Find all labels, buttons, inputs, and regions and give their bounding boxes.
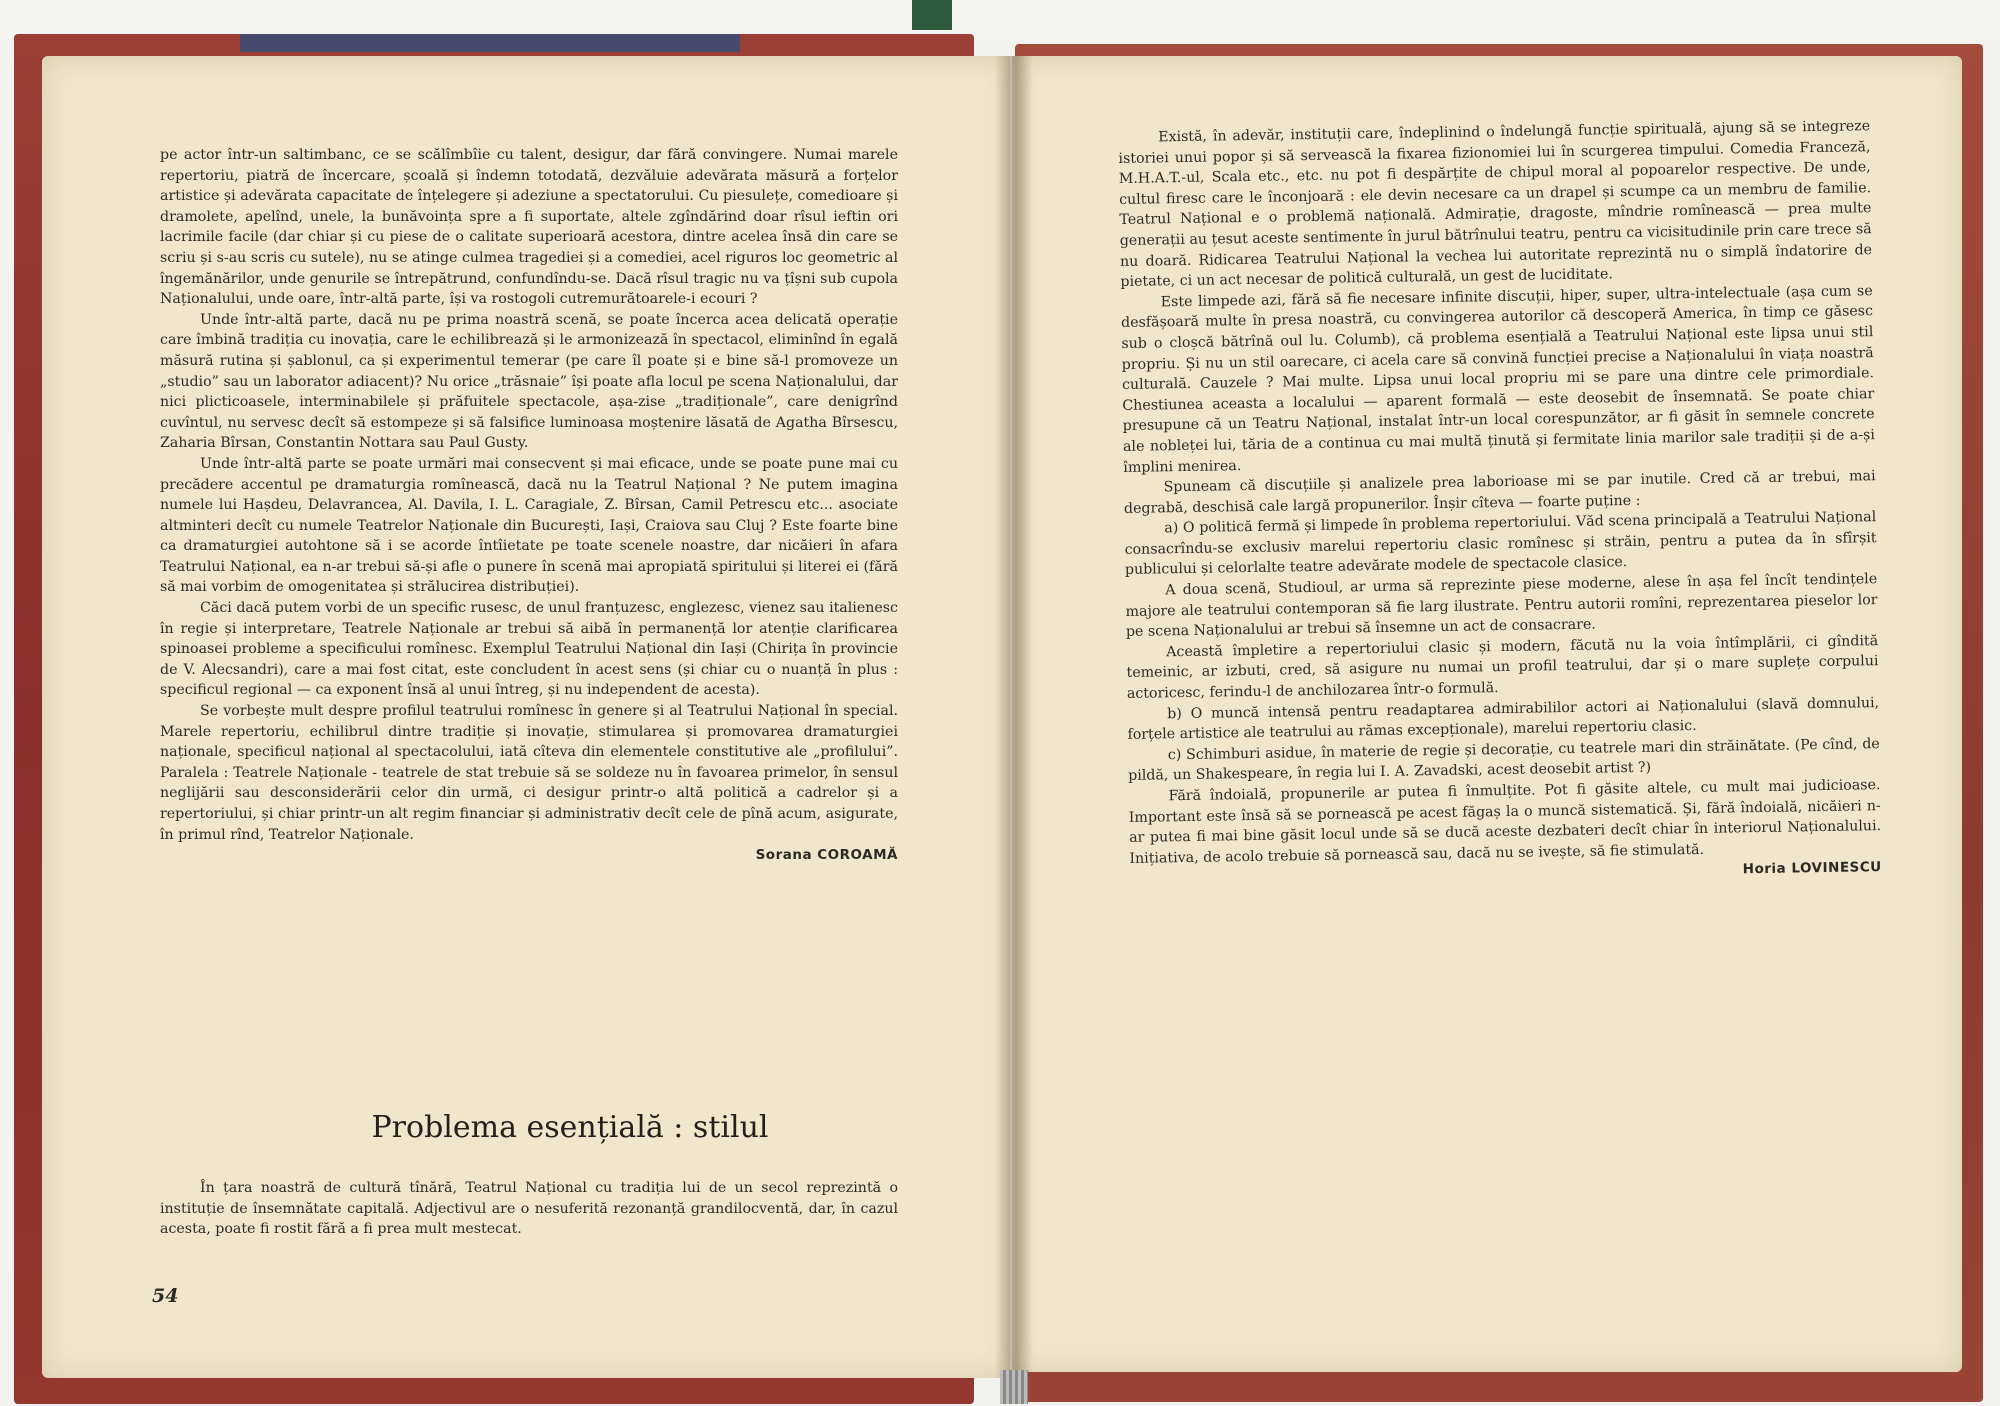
book-gutter: [995, 56, 1033, 1378]
right-page-text: [1118, 116, 1882, 890]
list-item: b) O muncă intensă pentru readaptarea admirabililor actori ai Naționalului (slavă domnului, forțele artistice ale teatrului au rămas excepționale), marelui repertoriu clasic.: [1127, 694, 1880, 744]
list-item: c) Schimburi asidue, în materie de regie și decorație, cu teatrele mari din străinătate. (Pe cînd, de pildă, un Shakespeare, în regia lui I. A. Zavadski, acest deosebit artist ?): [1128, 735, 1880, 785]
paragraph: Unde într-altă parte se poate urmări mai consecvent și mai eficace, unde se poate pune mai cu precădere accentul pe dramaturgia romînească, dacă nu la Teatrul Național ? Ne putem imagina numele lui Hașdeu, Delavrancea, Al. Davila, I. L. Caragiale, Z. Bîrsan, Camil Petrescu etc... asociate altminteri decît cu numele Teatrelor Naționale din București, Iași, Craiova sau Cluj ? Este foarte bine ca dramaturgiei autohtone să i se acorde întîietate pe toate scenele noastre, dar nicăieri în afara Teatrului Național, ea n-ar trebui să-și afle o punere în scenă mai apropiată spiritului și literei ei (fără să mai vorbim de omogenitatea și strălucirea distribuției).: [160, 455, 898, 596]
article-intro: [160, 1178, 898, 1240]
paragraph: În țara noastră de cultură tînără, Teatrul Național cu tradiția lui de un secol reprezintă o instituție de însemnătate capitală. Adjectivul are o nesuferită rezonanță grandilocventă, dar, în cazul acesta, poate fi rostit fără a fi prea mult mestecat.: [160, 1180, 898, 1238]
paragraph: Se vorbește mult despre profilul teatrului romînesc în genere și al Teatrului Național în special. Marele repertoriu, echilibrul dintre tradiție și inovație, stimularea și promovarea dramaturgiei naționale, specificul național al spectacolului, iată cîteva din elementele constitutive ale „profilului”. Paralela : Teatrele Naționale - teatrele de stat trebuie să se soldeze nu în favoarea primelor, în sensul neglijării sau desconsiderării celor din urmă, ci desigur printr-o altă politică a cadrelor și a repertoriului, și chiar printr-un alt regim financiar și administrativ decît cele de pînă acum, asigurate, în primul rînd, Teatrelor Naționale.: [160, 703, 898, 843]
page-number: 54: [152, 1285, 179, 1307]
paragraph: Este limpede azi, fără să fie necesare infinite discuții, hiper, super, ultra-intelectuale (așa cum se desfășoară multe în presa noastră, cu convingerea autorilor că descoperă America, în timp ce găsesc sub o cloșcă bătrînă oul lu. Columb), că problema esențială a Teatrului Național este lipsa unui stil propriu. Și nu un stil oarecare, ci acela care să convină funcției precise a Naționalului în viața noastră culturală. Cauzele ? Mai multe. Lipsa unui local propriu mi se pare una dintre cele primordiale. Chestiunea aceasta a localului — aparent formală — este deosebit de însemnată. Se poate chiar presupune că un Teatru Național, instalat într-un local corespunzător, ar fi găsit în semnele concrete ale nobleței lui, tăria de a continua cu mai multă ținută și fermitate linia marilor sale tradiții și de a-și împlini menirea.: [1120, 282, 1876, 476]
paragraph: Există, în adevăr, instituții care, îndeplinind o îndelungă funcție spirituală, ajung să se integreze istoriei unui popor și să servească la fixarea fizionomiei lui în scurgerea timpului. Comedia Franceză, M.H.A.T.-ul, Scala etc., etc. nu pot fi despărțite de chipul moral al popoarelor respective. De unde, cultul firesc care le înconjoară : ele devin necesare ca un drapel și scumpe ca un membru de familie. Teatrul Național e o problemă națională. Admirație, dragoste, mîndrie romînească — prea multe generații au țesut aceste sentimente în jurul bătrînului teatru, pentru ca vicisitudinile prin care trece să nu doară. Ridicarea Teatrului Național la vechea lui autoritate reprezintă nu o simplă îndatorire de pietate, ci un act necesar de politică culturală, un gest de luciditate.: [1118, 118, 1873, 291]
adjacent-book-edge: [912, 0, 952, 30]
paragraph: pe actor într-un saltimbanc, ce se scălîmbîie cu talent, desigur, dar fără convingere. Numai marele repertoriu, piatră de încercare, școală și îndemn totodată, dezvăluie adevărata măsură a forțelor artistice și adevărata capacitate de înțelegere și adeziune a spectatorului. Cu piesulețe, comedioare și dramolete, apelînd, unele, la bunăvoința spre a fi suportate, altele zgîndărind doar rîsul ieftin ori lacrimile facile (dar chiar și cu piese de o calitate superioară acestora, dintre acelea însă din care se scriu și s-au scris cu sutele), nu se atinge culmea tragediei și a comediei, acel riguros loc geometric al îngemănărilor, unde genurile se întrepătrund, confundîndu-se. Dacă rîsul tragic nu va țîșni sub cupola Naționalului, unde oare, într-altă parte, își va rostogoli cutremurătoarele-i ecouri ?: [160, 147, 898, 308]
cover-edge-stripe: [240, 34, 740, 52]
left-page-text: [160, 145, 898, 866]
paragraph: Unde într-altă parte, dacă nu pe prima noastră scenă, se poate încerca acea delicată operație care îmbină tradiția cu inovația, care le echilibrează și le armonizează în spectacol, eliminînd în egală măsură rutina și șablonul, ca și experimentul temerar (pe care îl poate și e bine să-l promoveze un „studio” sau un laborator adiacent)? Nu orice „trăsnaie” își poate afla locul pe scena Naționalului, dar nici plicticoasele, interminabilele și prăfuitele spectacole, așa-zise „tradiționale”, care denigrînd cuvîntul, nu servesc decît să estompeze și să falsifice luminoasa moștenire lăsată de Agatha Bîrsescu, Zaharia Bîrsan, Constantin Nottara sau Paul Gusty.: [160, 311, 898, 452]
author-signature: Horia LOVINESCU: [1742, 859, 1882, 878]
paragraph: Această împletire a repertoriului clasic și modern, făcută nu la voia întîmplării, ci gîndită temeinic, ar izbuti, cred, să asigure nu numai un profil teatrului, dar și o mare suplețe corpului actoricesc, ferindu-l de anchilozarea într-o formulă.: [1126, 632, 1879, 702]
paragraph: Căci dacă putem vorbi de un specific rusesc, de unul franțuzesc, englezesc, vienez sau italienesc în regie și interpretare, Teatrele Naționale ar trebui să aibă în permanență lor atenție clarificarea spinoasei probleme a specificului romînesc. Exemplul Teatrului Național din Iași (Chirița în provincie de V. Alecsandri), care a mai fost citat, este concludent în acest sens (și chiar cu o nuanță în plus : specificul regional — ca exponent însă al unui întreg, și nu independent de acesta).: [160, 600, 898, 699]
paragraph: Spuneam că discuțiile și analizele prea laborioase mi se par inutile. Cred că ar trebui, mai degrabă, deschisă cale largă propunerilor. Înșir cîteva — foarte puține :: [1123, 468, 1876, 517]
list-item: a) O politică fermă și limpede în problema repertoriului. Văd scena principală a Teatrului Național consacrîndu-se exclusiv marelui repertoriu clasic romînesc și străin, pentru a putea da în sfîrșit publicului și celorlalte teatre adevărate modele de spectacole clasice.: [1124, 509, 1877, 579]
paragraph: Fără îndoială, propunerile ar putea fi înmulțite. Pot fi găsite altele, cu mult mai judicioase. Important este însă să se pornească pe acest făgaș la o muncă sistematică. Și, fără îndoială, nicăieri n-ar putea fi mai bine găsit locul unde să se ducă aceste dezbateri decît chiar în interiorul Naționalului. Inițiativa, de acolo trebuie să pornească sau, dacă nu se ivește, să fie stimulată.: [1128, 777, 1882, 867]
paragraph: A doua scenă, Studioul, ar urma să reprezinte piese moderne, alese în așa fel încît tendințele majore ale teatrului contemporan să fie larg ilustrate. Pentru autorii romîni, reprezentarea pieselor lor pe scena Naționalului ar trebui să însemne un act de consacrare.: [1125, 571, 1878, 641]
author-signature: Sorana COROAMĂ: [755, 847, 898, 864]
article-heading: Problema esențială : stilul: [371, 1110, 769, 1145]
spine-binding: [1000, 1370, 1028, 1404]
